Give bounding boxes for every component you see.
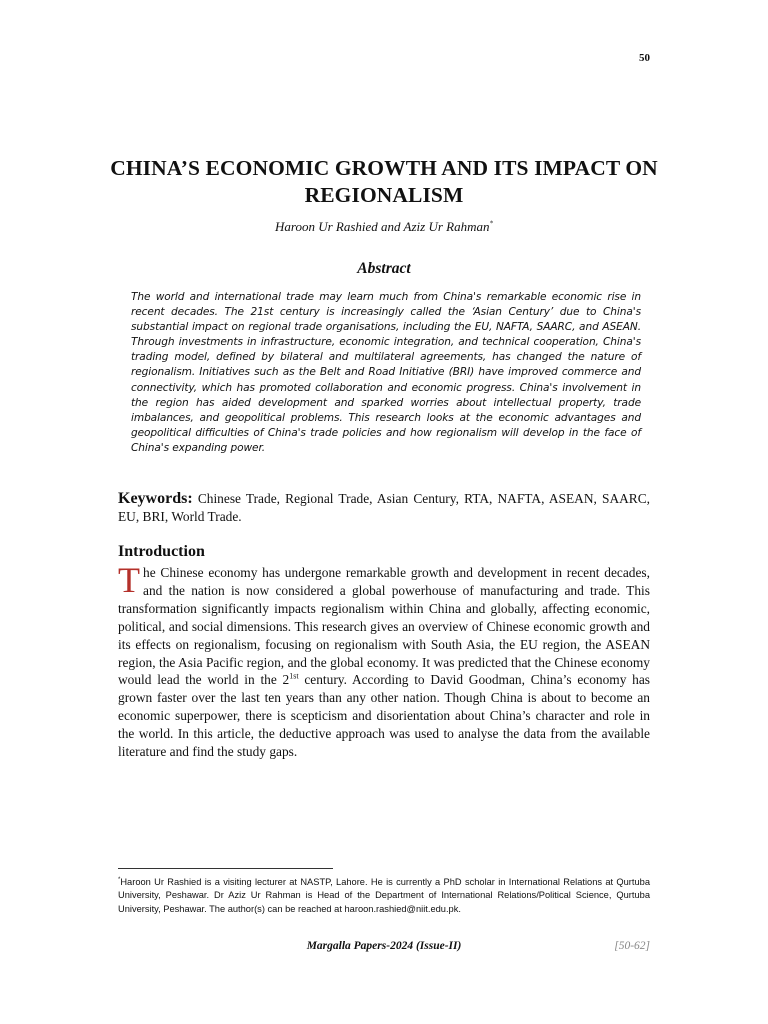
introduction-text-part2: century. According to David Goodman, China’s economy has grown faster over the last ten years than any other nation. Though China is about to become an economic superpower, there is scepticism and disorientation about China’s character and role in the world. In this article, the deductive approach was used to analyse the data from the available literature and find the study gaps.	[118, 672, 651, 760]
footnote	[118, 874, 650, 916]
introduction-text	[118, 560, 651, 761]
footnote-marker: *	[118, 877, 121, 883]
century-superscript: 1st	[289, 671, 299, 681]
page-number: 50	[639, 52, 650, 64]
introduction-text-part1: he Chinese economy has undergone remarkable growth and development in recent decades, and the nation is now considered a global powerhouse of manufacturing and trade. This transformation significantly impacts regionalism within China and globally, affecting economic, political, and social dimensions. This research gives an overview of Chinese economic growth and its effects on regionalism, focusing on regionalism with South Asia, the EU region, the ASEAN region, the Asia Pacific region, and the global economy. It was predicted that the Chinese economy would lead the world in the 2	[118, 565, 650, 688]
abstract-text: The world and international trade may learn much from China's remarkable economic rise in recent decades. The 21st century is increasingly called the ‘Asian Century’ due to China's substantial impact on regional trade organisations, including the EU, NAFTA, SAARC, and ASEAN. Through investments in infrastructure, economic integration, and technical cooperation, China's trading model, defined by bilateral and multilateral agreements, has changed the nature of regionalism. Initiatives such as the Belt and Road Initiative (BRI) have improved commerce and connectivity, which has promoted collaboration and economic progress. China's involvement in the region has aided development and sparked worries about intellectual property, trade imbalances, and geopolitical problems. This research looks at the economic advantages and geopolitical difficulties of China's trade policies and how regionalism will develop in the face of China's expanding power.	[131, 291, 641, 454]
footnote-divider	[118, 868, 333, 869]
drop-cap: T	[118, 560, 140, 600]
authors-line	[110, 219, 658, 235]
footnote-text: Haroon Ur Rashied is a visiting lecturer at NASTP, Lahore. He is currently a PhD scholar in International Relations at Qurtuba University, Peshawar. Dr Aziz Ur Rahman is Head of the Department of International Relations/Political Science, Qurtuba University, Peshawar. The author(s) can be reached at haroon.rashied@niit.edu.pk.	[118, 877, 650, 914]
keywords-block	[118, 490, 650, 526]
footer-page-range: [50-62]	[614, 940, 650, 952]
author-names: Haroon Ur Rashied and Aziz Ur Rahman	[274, 219, 490, 234]
footer-journal-name: Margalla Papers-2024 (Issue-II)	[306, 940, 462, 952]
paper-title: CHINA’S ECONOMIC GROWTH AND ITS IMPACT ON REGIONALISM	[110, 156, 658, 207]
keywords-text: Chinese Trade, Regional Trade, Asian Century, RTA, NAFTA, ASEAN, SAARC, EU, BRI, World Trade.	[118, 491, 650, 524]
keywords-label: Keywords:	[118, 490, 193, 507]
introduction-heading: Introduction	[118, 543, 205, 560]
abstract-heading: Abstract	[357, 260, 411, 277]
author-footnote-marker: *	[489, 219, 493, 228]
